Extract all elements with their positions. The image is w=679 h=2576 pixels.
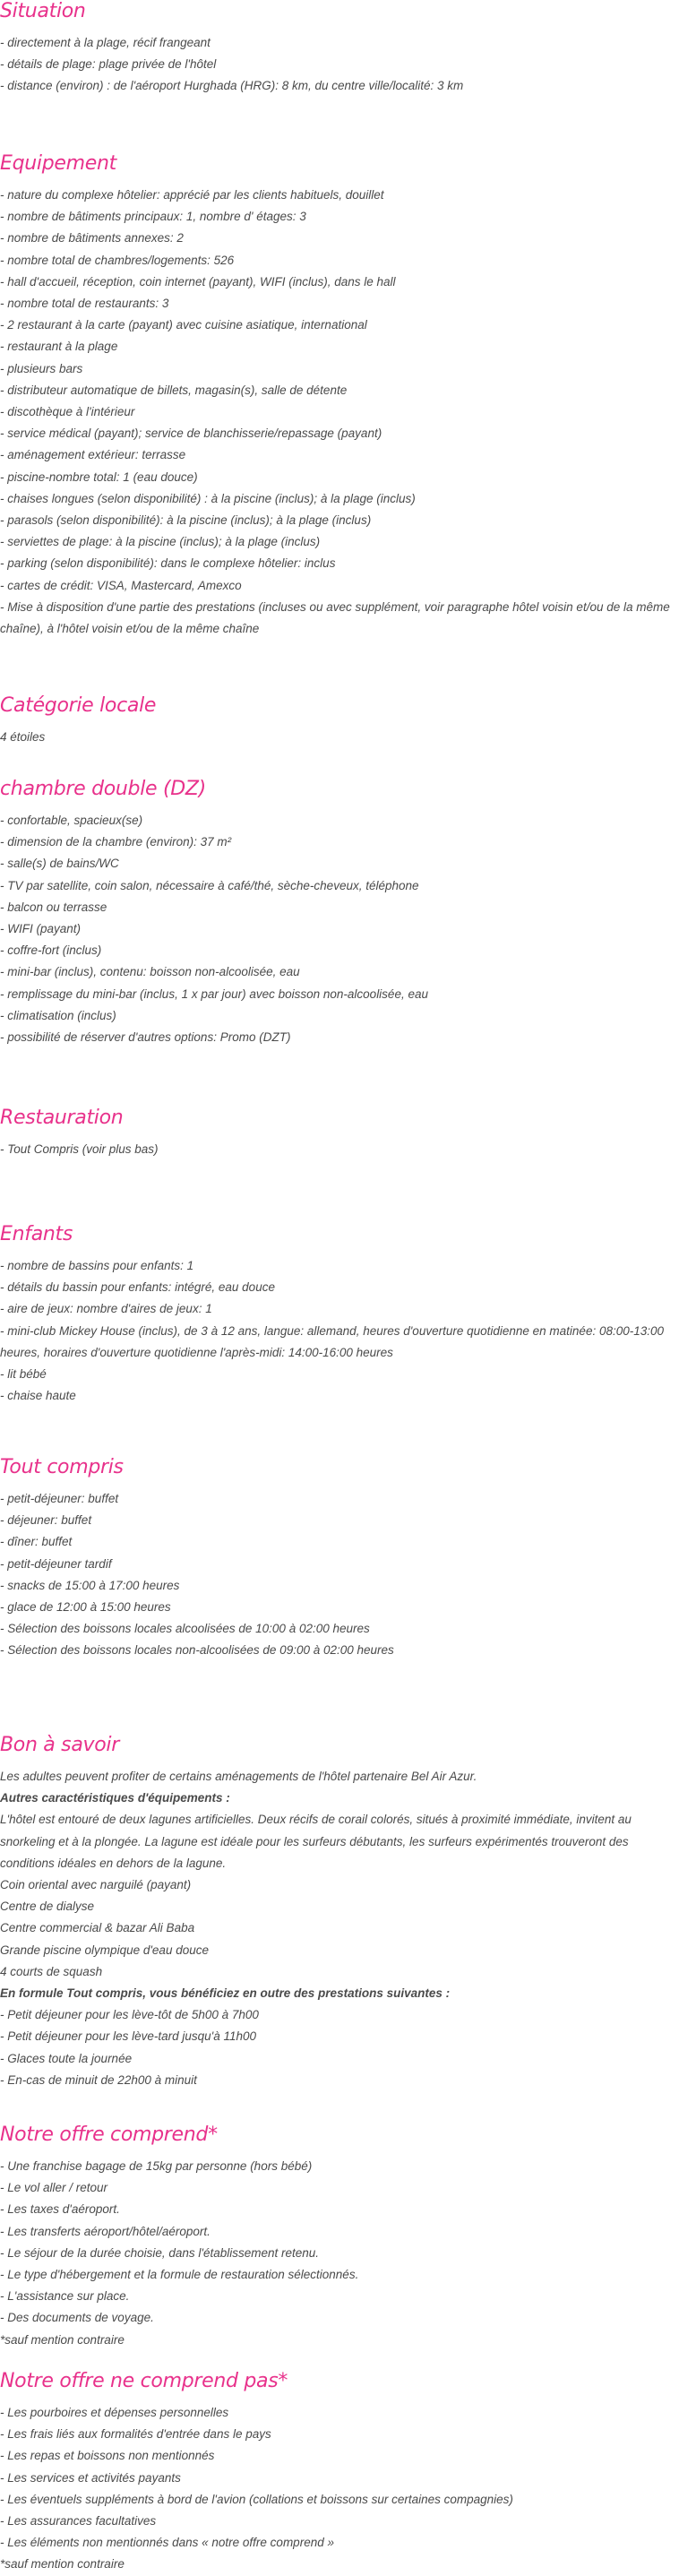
list-item: Centre commercial & bazar Ali Baba (0, 1921, 195, 1935)
list-item: L'hôtel est entouré de deux lagunes artificielles. Deux récifs de corail colorés, situés à proximité immédiate, invitent au snorkeling et à la plongée. La lagune est idéale pour les surfeurs débutants, les surfeurs expérimentés trouveront des conditions idéales en dehors de la lagune. (0, 1813, 632, 1870)
list-item: - dîner: buffet (0, 1535, 73, 1549)
list-item: - parking (selon disponibilité): dans le complexe hôtelier: inclus (0, 556, 336, 571)
section-lines (0, 810, 670, 1048)
list-item: Grande piscine olympique d'eau douce (0, 1943, 209, 1957)
list-item: - détails de plage: plage privée de l'hôtel (0, 57, 217, 72)
list-item: - Glaces toute la journée (0, 2051, 133, 2065)
list-item: - Une franchise bagage de 15kg par personne (hors bébé) (0, 2159, 313, 2173)
section-lines (0, 1255, 670, 1407)
list-item: - distance (environ) : de l'aéroport Hurghada (HRG): 8 km, du centre ville/localité: 3 km (0, 79, 464, 93)
list-item: - coffre-fort (inclus) (0, 943, 102, 958)
section-heading: Notre offre ne comprend pas* (0, 2370, 288, 2392)
list-item: - confortable, spacieux(se) (0, 814, 143, 827)
list-item: - Le séjour de la durée choisie, dans l'établissement retenu. (0, 2245, 320, 2260)
section-tout-compris (0, 1456, 670, 1662)
list-item: 4 courts de squash (0, 1964, 103, 1978)
list-item: - glace de 12:00 à 15:00 heures (0, 1600, 171, 1615)
list-item: - chaises longues (selon disponibilité) : à la piscine (inclus); à la plage (inclus) (0, 491, 416, 505)
section-lines (0, 32, 670, 98)
list-item: - directement à la plage, récif frangeant (0, 36, 211, 49)
list-item: - Sélection des boissons locales alcoolisées de 10:00 à 02:00 heures (0, 1622, 370, 1636)
list-item: - mini-club Mickey House (inclus), de 3 à 12 ans, langue: allemand, heures d'ouverture quotidienne en matinée: 08:00-13:00 heures, horaires d'ouverture quotidienne l'après-midi: 14:00-16:00 heures (0, 1323, 665, 1359)
list-item: En formule Tout compris, vous bénéficiez en outre des prestations suivantes : (0, 1986, 451, 2001)
list-item: *sauf mention contraire (0, 2332, 125, 2347)
section-notre-offre-ne-comprend-pas (0, 2370, 670, 2576)
list-item: - WIFI (payant) (0, 922, 82, 936)
list-item: - possibilité de réserver d'autres options: Promo (DZT) (0, 1030, 291, 1045)
section-heading: Tout compris (0, 1456, 124, 1478)
list-item: - Sélection des boissons locales non-alcoolisées de 09:00 à 02:00 heures (0, 1643, 394, 1658)
list-item: - TV par satellite, coin salon, nécessaire à café/thé, sèche-cheveux, téléphone (0, 878, 419, 892)
list-item: - mini-bar (inclus), contenu: boisson non-alcoolisée, eau (0, 965, 300, 979)
list-item: - L'assistance sur place. (0, 2289, 130, 2304)
list-item: - service médical (payant); service de blanchisserie/repassage (payant) (0, 426, 382, 441)
list-item: Les adultes peuvent profiter de certains aménagements de l'hôtel partenaire Bel Air Azur. (0, 1770, 477, 1783)
section-heading: Catégorie locale (0, 694, 157, 717)
list-item: - Le type d'hébergement et la formule de restauration sélectionnés. (0, 2268, 359, 2282)
list-item: - déjeuner: buffet (0, 1513, 92, 1528)
list-item: - Le vol aller / retour (0, 2181, 108, 2195)
section-restauration (0, 1107, 670, 1160)
section-notre-offre-comprend (0, 2124, 670, 2351)
list-item: - détails du bassin pour enfants: intégré, eau douce (0, 1280, 275, 1295)
list-item: - plusieurs bars (0, 361, 83, 375)
list-item: - Petit déjeuner pour les lève-tôt de 5h00 à 7h00 (0, 2008, 259, 2022)
list-item: - Les taxes d'aéroport. (0, 2202, 120, 2217)
section-situation (0, 0, 670, 98)
section-cat-gorie-locale (0, 694, 670, 748)
section-heading: Restauration (0, 1107, 124, 1129)
section-lines (0, 2156, 670, 2351)
list-item: - Les éléments non mentionnés dans « notre offre comprend » (0, 2536, 334, 2550)
list-item: - Les services et activités payants (0, 2470, 181, 2485)
list-item: - nombre total de chambres/logements: 526 (0, 253, 235, 267)
section-heading: Bon à savoir (0, 1734, 119, 1756)
list-item: - 2 restaurant à la carte (payant) avec cuisine asiatique, international (0, 318, 367, 332)
section-lines (0, 1488, 670, 1662)
list-item: - piscine-nombre total: 1 (eau douce) (0, 470, 198, 484)
section-heading: Notre offre comprend* (0, 2124, 218, 2146)
list-item: - distributeur automatique de billets, magasin(s), salle de détente (0, 383, 348, 397)
list-item: - nombre de bâtiments annexes: 2 (0, 231, 184, 246)
section-lines (0, 727, 670, 748)
list-item: - climatisation (inclus) (0, 1008, 116, 1022)
list-item: Coin oriental avec narguilé (payant) (0, 1878, 192, 1892)
list-item: - Les éventuels suppléments à bord de l'avion (collations et boissons sur certaines compagnies) (0, 2492, 513, 2506)
list-item: - chaise haute (0, 1389, 76, 1403)
list-item: - aire de jeux: nombre d'aires de jeux: 1 (0, 1302, 212, 1316)
list-item: *sauf mention contraire (0, 2557, 125, 2572)
section-equipement (0, 152, 670, 640)
list-item: - hall d'accueil, réception, coin internet (payant), WIFI (inclus), dans le hall (0, 274, 396, 289)
list-item: - nombre de bâtiments principaux: 1, nombre d' étages: 3 (0, 210, 306, 224)
section-lines (0, 1139, 670, 1160)
list-item: Centre de dialyse (0, 1900, 95, 1914)
list-item: - cartes de crédit: VISA, Mastercard, Amexco (0, 578, 242, 592)
list-item: - Mise à disposition d'une partie des prestations (incluses ou avec supplément, voir paragraphe hôtel voisin et/ou de la même chaîne), à l'hôtel voisin et/ou de la même chaîne (0, 599, 670, 636)
section-lines (0, 185, 670, 640)
list-item: - restaurant à la plage (0, 340, 118, 354)
list-item: - Des documents de voyage. (0, 2311, 154, 2325)
list-item: Autres caractéristiques d'équipements : (0, 1791, 230, 1805)
list-item: - Les assurances facultatives (0, 2514, 157, 2529)
list-item: - serviettes de plage: à la piscine (inclus); à la plage (inclus) (0, 535, 321, 549)
section-lines (0, 1766, 670, 2091)
list-item: - remplissage du mini-bar (inclus, 1 x par jour) avec boisson non-alcoolisée, eau (0, 986, 428, 1001)
list-item: - Les frais liés aux formalités d'entrée dans le pays (0, 2427, 271, 2442)
section-heading: Situation (0, 0, 86, 22)
list-item: - dimension de la chambre (environ): 37 m² (0, 835, 232, 849)
list-item: - Les pourboires et dépenses personnelles (0, 2406, 229, 2419)
list-item: - petit-déjeuner tardif (0, 1556, 112, 1571)
list-item: 4 étoiles (0, 730, 46, 744)
section-heading: chambre double (DZ) (0, 778, 206, 800)
list-item: - snacks de 15:00 à 17:00 heures (0, 1578, 180, 1592)
list-item: - aménagement extérieur: terrasse (0, 448, 186, 462)
list-item: - En-cas de minuit de 22h00 à minuit (0, 2072, 197, 2087)
list-item: - Tout Compris (voir plus bas) (0, 1142, 159, 1156)
section-chambre-double-dz (0, 778, 670, 1048)
list-item: - nombre de bassins pour enfants: 1 (0, 1259, 194, 1272)
list-item: - Les transferts aéroport/hôtel/aéroport. (0, 2224, 211, 2238)
list-item: - petit-déjeuner: buffet (0, 1492, 119, 1505)
section-lines (0, 2402, 670, 2576)
list-item: - nombre total de restaurants: 3 (0, 297, 169, 311)
section-heading: Equipement (0, 152, 116, 175)
list-item: - Les repas et boissons non mentionnés (0, 2449, 215, 2463)
list-item: - lit bébé (0, 1367, 47, 1382)
section-heading: Enfants (0, 1223, 73, 1245)
list-item: - parasols (selon disponibilité): à la piscine (inclus); à la plage (inclus) (0, 513, 372, 528)
section-enfants (0, 1223, 670, 1407)
list-item: - balcon ou terrasse (0, 900, 107, 914)
list-item: - Petit déjeuner pour les lève-tard jusqu'à 11h00 (0, 2029, 257, 2044)
list-item: - discothèque à l'intérieur (0, 405, 135, 419)
section-bon-savoir (0, 1734, 670, 2091)
list-item: - salle(s) de bains/WC (0, 857, 119, 871)
list-item: - nature du complexe hôtelier: apprécié par les clients habituels, douillet (0, 188, 384, 202)
